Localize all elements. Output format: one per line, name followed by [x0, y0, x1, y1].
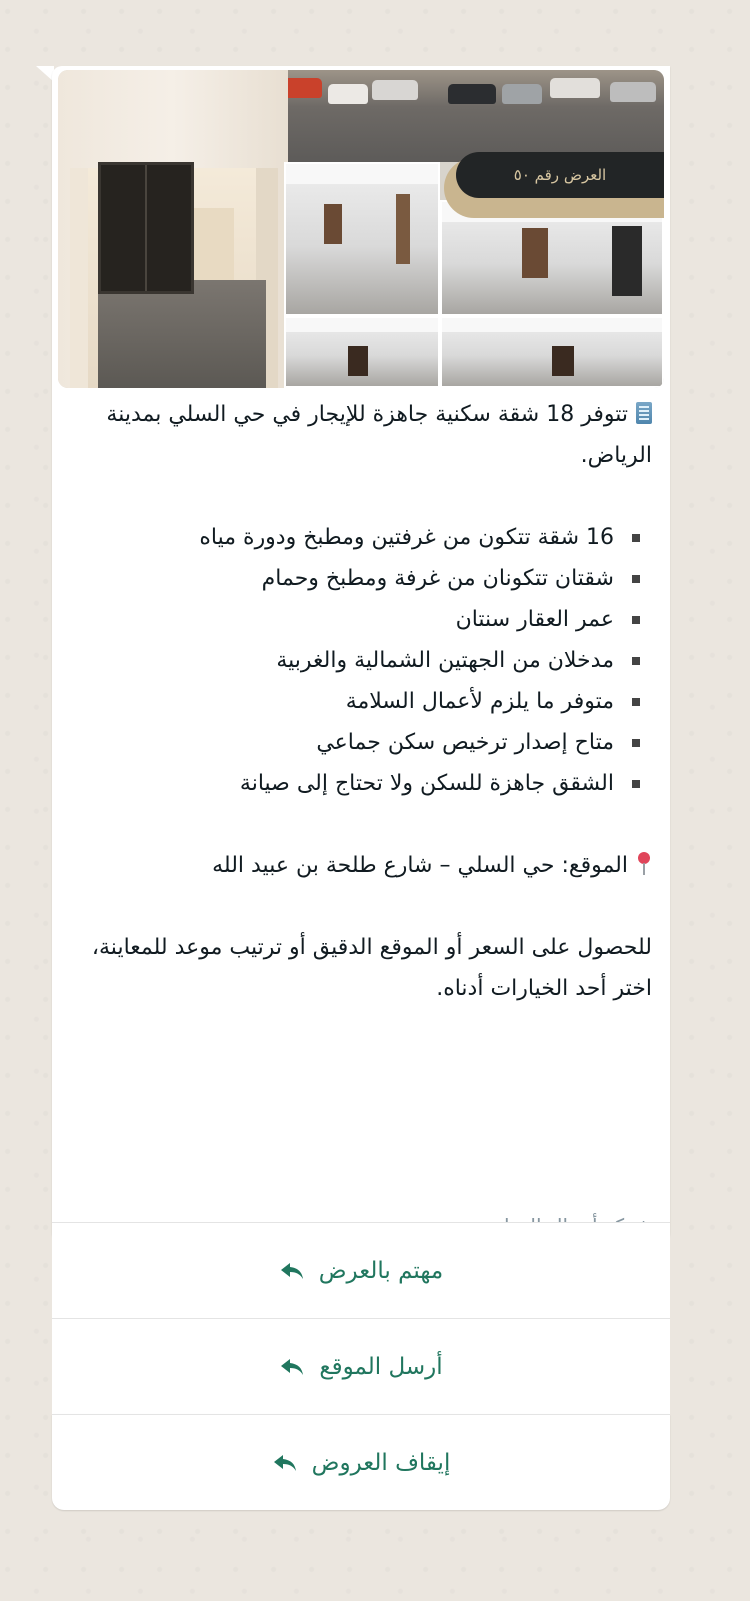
reply-arrow-icon: [272, 1453, 298, 1473]
reply-arrow-icon: [279, 1261, 305, 1281]
corridor-photo: [284, 162, 440, 316]
list-item: مدخلان من الجهتين الشمالية والغربية: [72, 640, 652, 681]
room-photo-3: [440, 316, 664, 388]
list-item: الشقق جاهزة للسكن ولا تحتاج إلى صيانة: [72, 763, 652, 804]
stop-offers-button[interactable]: [52, 1414, 670, 1510]
button-label: إيقاف العروض: [311, 1449, 451, 1476]
round-pushpin-icon: [636, 852, 652, 876]
button-label: مهتم بالعرض: [318, 1257, 444, 1284]
intro-line: تتوفر 18 شقة سكنية جاهزة للإيجار في حي السلي بمدينة الرياض.: [106, 402, 652, 468]
list-item: متوفر ما يلزم لأعمال السلامة: [72, 681, 652, 722]
cta-line: للحصول على السعر أو الموقع الدقيق أو ترتيب موعد للمعاينة، اختر أحد الخيارات أدناه.: [91, 935, 652, 1001]
send-location-button[interactable]: [52, 1318, 670, 1414]
button-label: أرسل الموقع: [319, 1353, 443, 1380]
list-item: شقتان تتكونان من غرفة ومطبخ وحمام: [72, 558, 652, 599]
message-text: [72, 394, 652, 1009]
location-line: الموقع: حي السلي – شارع طلحة بن عبيد الله: [72, 845, 652, 886]
list-item: عمر العقار سنتان: [72, 599, 652, 640]
list-item: متاح إصدار ترخيص سكن جماعي: [72, 722, 652, 763]
message-bubble: [52, 66, 670, 1244]
property-image[interactable]: [58, 70, 664, 388]
entrance-door: [98, 162, 194, 294]
interested-button[interactable]: [52, 1222, 670, 1318]
room-photo-2: [284, 316, 440, 388]
features-list: [72, 517, 652, 804]
list-item: 16 شقة تتكون من غرفتين ومطبخ ودورة مياه: [72, 517, 652, 558]
reply-arrow-icon: [279, 1357, 305, 1377]
office-building-icon: [636, 402, 652, 424]
offer-number-badge: العرض رقم ٥٠: [456, 152, 664, 198]
